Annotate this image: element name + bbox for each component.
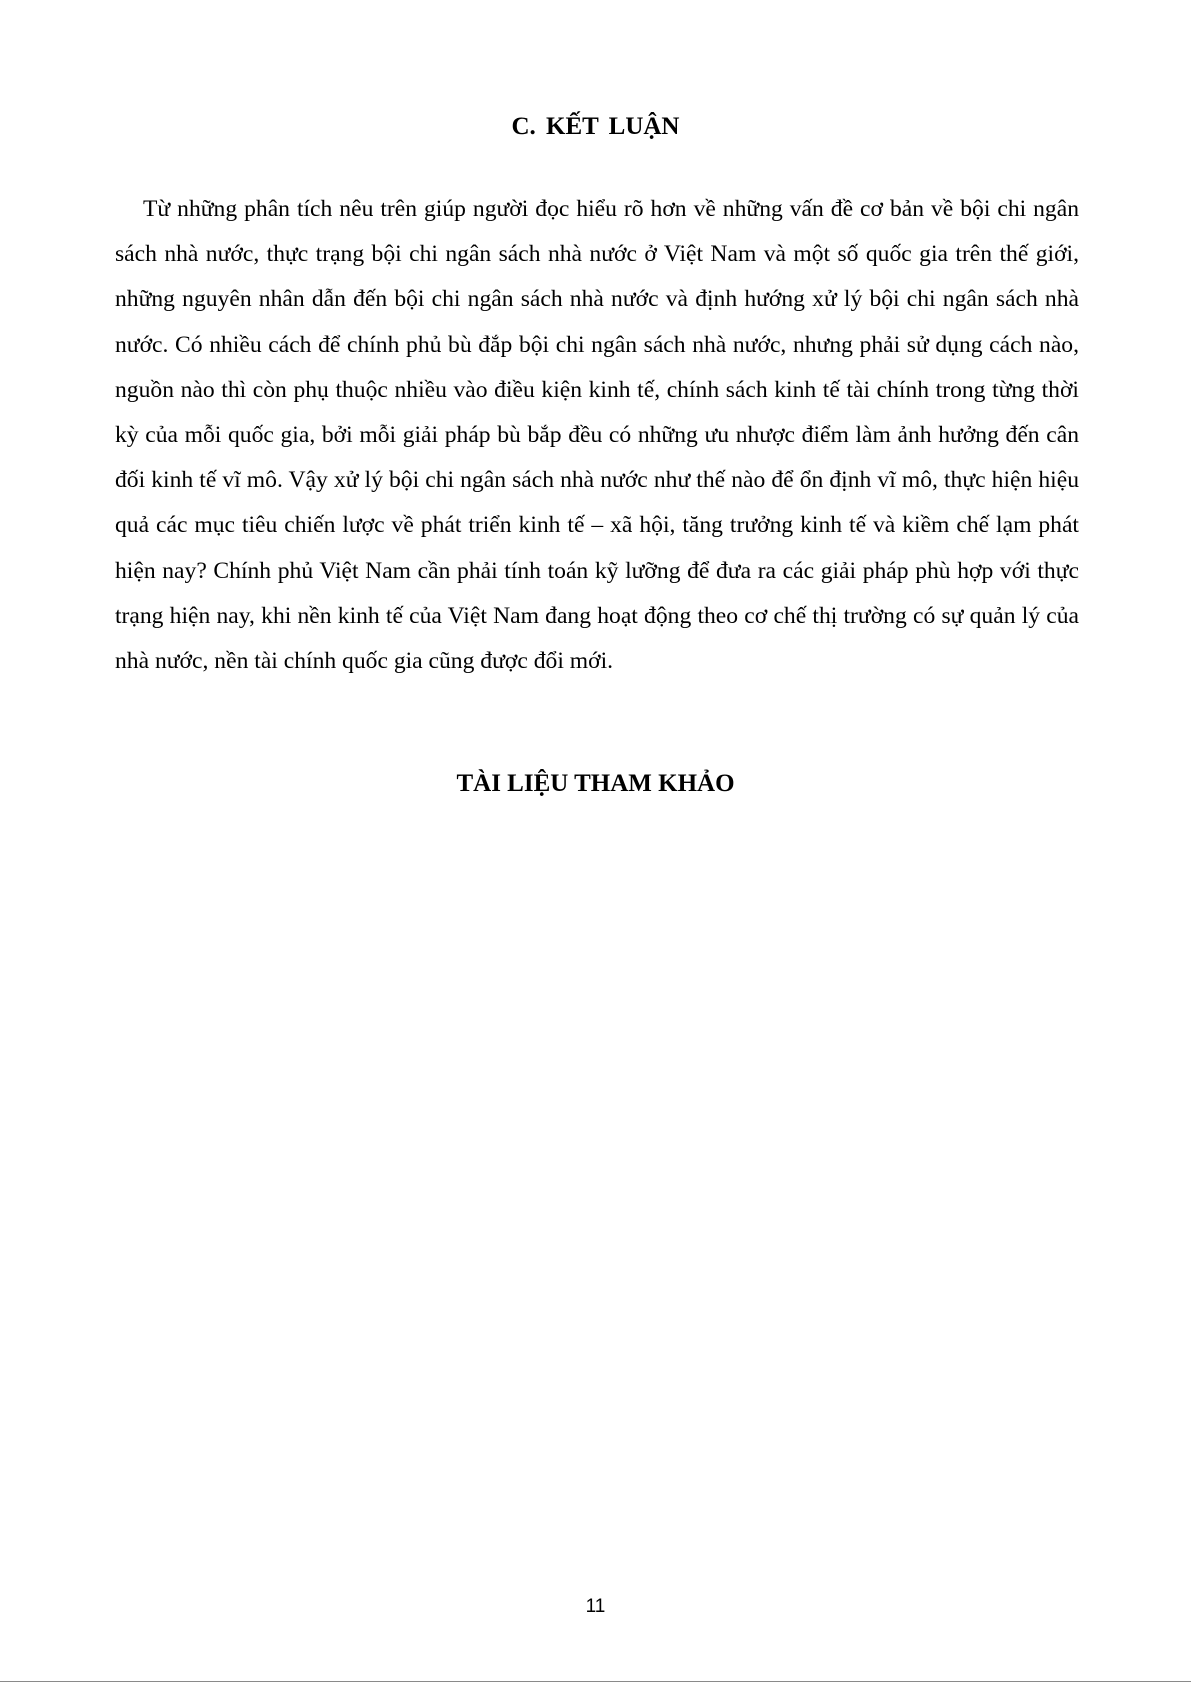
bottom-divider [0,1681,1191,1682]
references-heading: TÀI LIỆU THAM KHẢO [456,770,735,797]
conclusion-heading: C. KẾT LUẬN [511,113,680,140]
conclusion-paragraph: Từ những phân tích nêu trên giúp người đọc hiểu rõ hơn về những vấn đề cơ bản về bội chi ngân sách nhà nước, thực trạng bội chi ngân sách nhà nước ở Việt Nam và một số quốc gia trên thế giới, những nguyên nhân dẫn đến bội chi ngân sách nhà nước và định hướng xử lý bội chi ngân sách nhà nước. Có nhiều cách để chính phủ bù đắp bội chi ngân sách nhà nước, nhưng phải sử dụng cách nào, nguồn nào thì còn phụ thuộc nhiều vào điều kiện kinh tế, chính sách kinh tế tài chính trong từng thời kỳ của mỗi quốc gia, bởi mỗi giải pháp bù bắp đều có những ưu nhược điểm làm ảnh hưởng đến cân đối kinh tế vĩ mô. Vậy xử lý bội chi ngân sách nhà nước như thế nào để ổn định vĩ mô, thực hiện hiệu quả các mục tiêu chiến lược về phát triển kinh tế – xã hội, tăng trưởng kinh tế và kiềm chế lạm phát hiện nay? Chính phủ Việt Nam cần phải tính toán kỹ lưỡng để đưa ra các giải pháp phù hợp với thực trạng hiện nay, khi nền kinh tế của Việt Nam đang hoạt động theo cơ chế thị trường có sự quản lý của nhà nước, nền tài chính quốc gia cũng được đổi mới. [115,196,1079,675]
page-number: 11 [585,1596,606,1617]
